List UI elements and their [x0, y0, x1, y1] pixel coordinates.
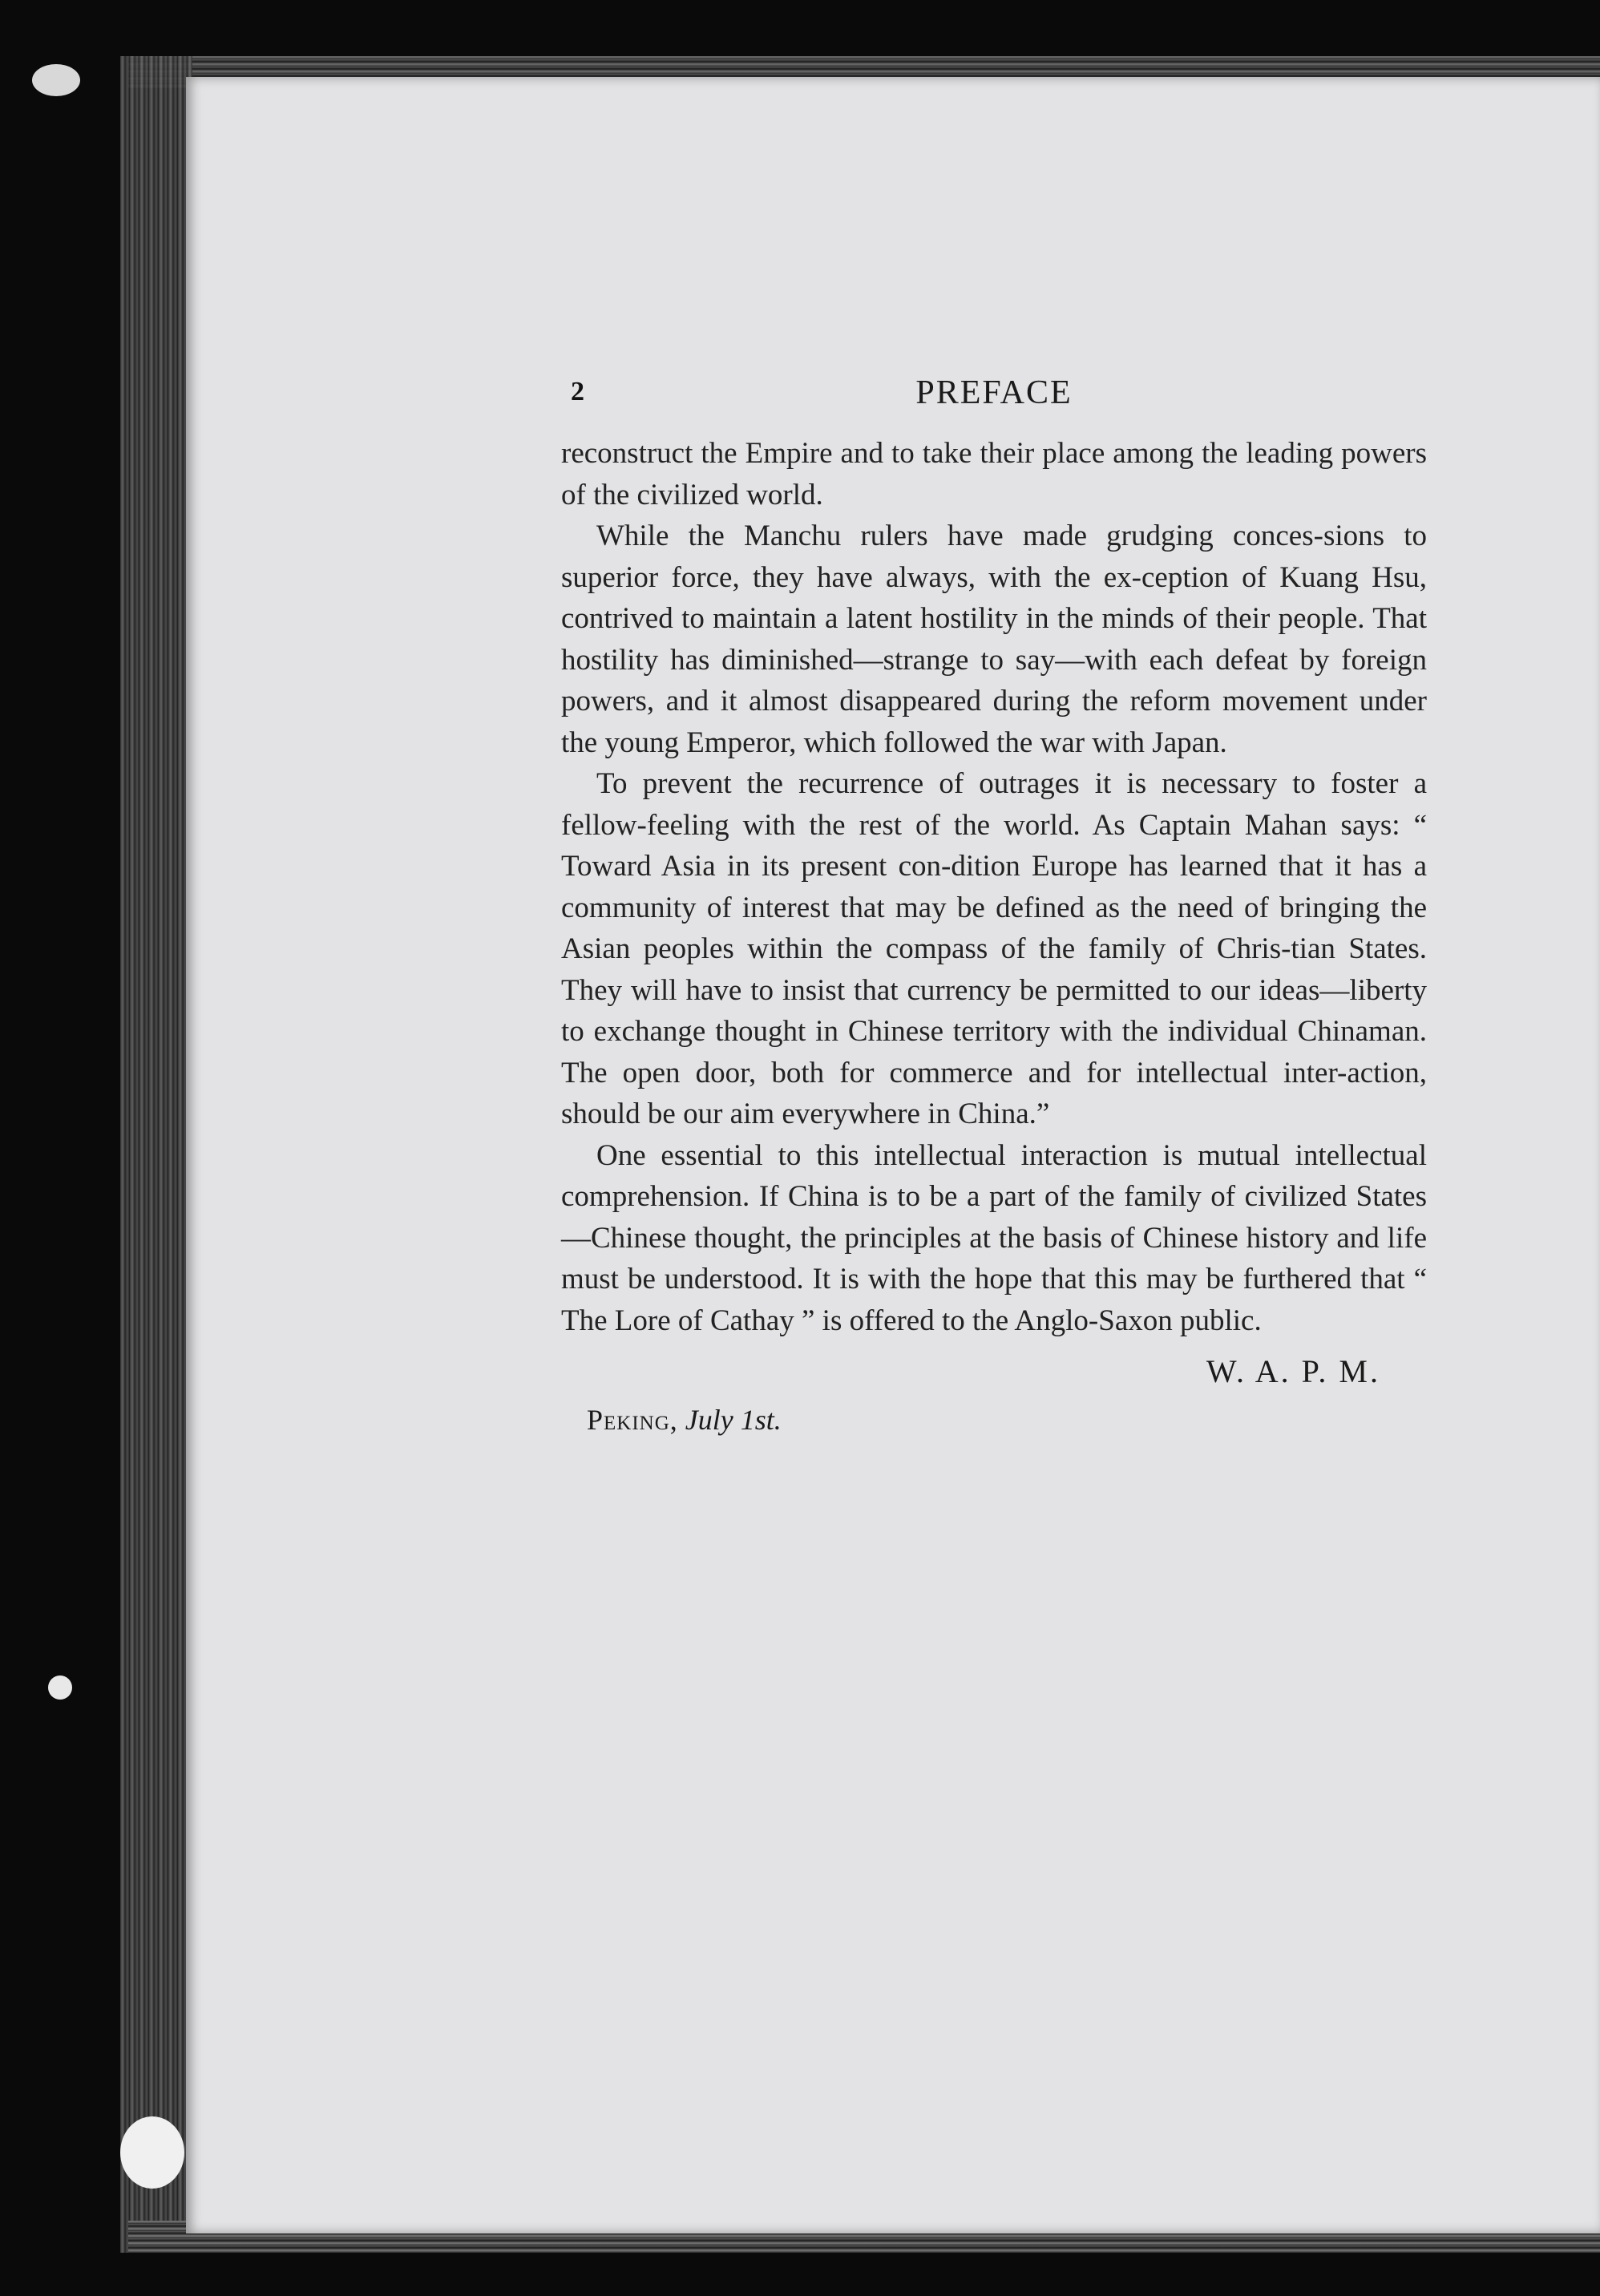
scan-artifact — [120, 2116, 184, 2189]
paragraph: reconstruct the Empire and to take their place among the leading powers of the civilized world. — [561, 437, 1427, 511]
scan-artifact — [48, 1676, 72, 1700]
author-initials: W. A. P. M. — [1206, 1353, 1380, 1389]
running-title: PREFACE — [915, 374, 1073, 411]
paragraph: To prevent the recurrence of outrages it is necessary to foster a fellow-feeling with the rest of the world. As Captain Mahan says: “ Toward Asia in its present con-dition Europe has learned that it has a community of interest that may be defined as the need of bringing the Asian peoples within the compass of the family of Chris-tian States. They will have to insist that currency be permitted to our ideas—liberty to exchange thought in Chinese territory with the individual Chinaman. The open door, both for commerce and for intellectual inter-action, should be our aim everywhere in China.” — [561, 767, 1427, 1130]
dateline — [587, 1403, 1427, 1437]
book-cover-left-edge — [120, 56, 192, 2253]
dateline-place: Peking, — [587, 1404, 678, 1436]
paragraph: One essential to this intellectual interaction is mutual intellectual comprehension. If China is to be a part of the family of civilized States—Chinese thought, the principles at the basis of Chinese history and life must be understood. It is with the hope that this may be furthered that “ The Lore of Cathay ” is offered to the Anglo-Saxon public. — [561, 1138, 1427, 1337]
scan-artifact — [32, 64, 80, 96]
page-number: 2 — [571, 377, 584, 406]
running-head — [561, 374, 1427, 422]
paragraph: While the Manchu rulers have made grudging conces-sions to superior force, they have always, with the ex-ception of Kuang Hsu, contrived to maintain a latent hostility in the minds of their people. That hostility has diminished—strange to say—with each defeat by foreign powers, and it almost disappeared during the reform movement under the young Emperor, which followed the war with Japan. — [561, 519, 1427, 759]
page-text-block — [561, 374, 1427, 1437]
dateline-date: July 1st. — [685, 1404, 782, 1436]
